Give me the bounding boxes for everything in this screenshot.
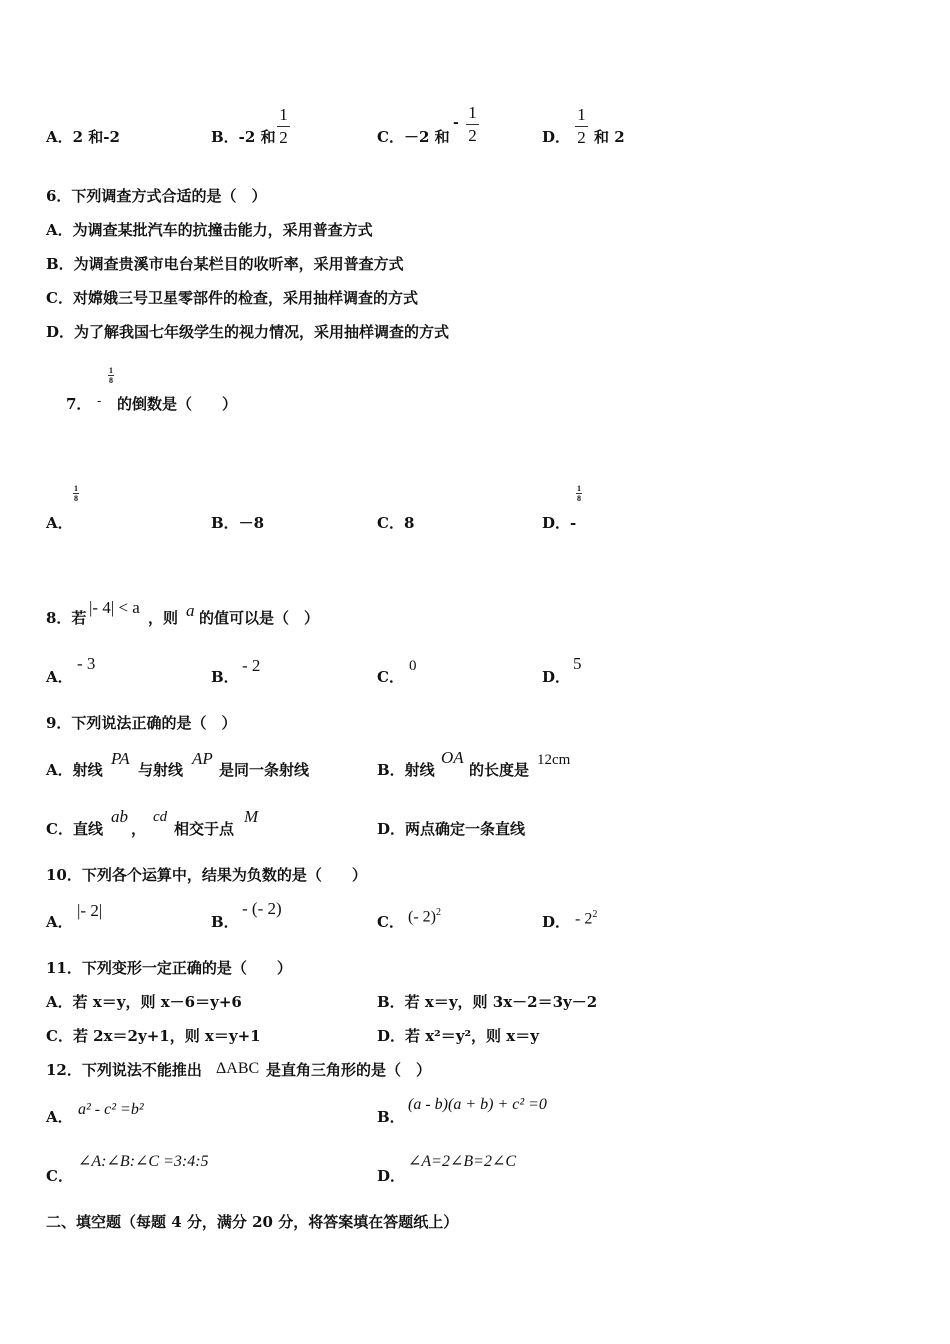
q7-option-c: C．8 [377,514,415,532]
q12-option-d-label: D． [377,1167,406,1185]
q7-sign: - [97,394,102,409]
q12-option-c-label: C． [46,1167,73,1185]
q9-line-ab: ab [111,807,128,826]
q8-variable-a: a [186,601,195,620]
q12-option-b-label: B． [377,1108,405,1126]
q6-option-b: B．为调查贵溪市电台某栏目的收听率，采用普查方式 [46,255,404,273]
q9-stem: 9．下列说法正确的是（ ） [46,714,237,732]
q10-option-a-value: |- 2| [77,901,103,920]
q6-option-a: A．为调查某批汽车的抗撞击能力，采用普查方式 [46,221,373,239]
q12-triangle: ΔABC [216,1060,260,1077]
q10-option-b-value: - (- 2) [242,899,282,918]
q5-option-d-fraction [575,106,588,147]
fraction-numerator: 1 [577,484,581,493]
q8-option-b-value: - 2 [242,656,261,675]
section-2-heading: 二、填空题（每题 4 分，满分 20 分，将答案填在答题纸上） [46,1213,459,1231]
fraction-denominator: 2 [577,128,586,147]
q7-option-d-fraction [576,484,582,503]
q11-stem: 11．下列变形一定正确的是（ ） [46,959,292,977]
fraction-numerator: 1 [74,484,78,493]
q8-ruo: 8．若 [46,609,87,627]
q9-option-c-comma: ， [131,820,147,838]
q8-option-d-value: 5 [573,654,582,673]
q7-number: 7． [66,395,92,413]
q8-option-a-value: - 3 [77,654,96,673]
q10-option-c-label: C． [377,913,404,931]
q7-option-a-fraction [73,484,79,503]
q6-option-d: D．为了解我国七年级学生的视力情况，采用抽样调查的方式 [46,323,450,341]
q10-option-d-base: - 2 [575,910,593,928]
q9-length-value: 12cm [537,752,571,768]
q5-option-c-sign: - [453,115,459,131]
q12-stem-prefix: 12．下列说法不能推出 [46,1061,202,1079]
q11-option-a: A．若 x＝y，则 x－6＝y+6 [46,993,242,1011]
q12-stem-suffix: 是直角三角形的是（ ） [266,1061,432,1079]
q9-ray-oa: OA [441,748,464,767]
q8-rest: 的值可以是（ ） [199,609,320,627]
q10-option-c-exponent: 2 [435,907,441,918]
fraction-denominator: 8 [577,494,581,503]
q9-point-m: M [244,807,259,826]
fraction-numerator: 1 [468,103,477,122]
q9-option-b-mid: 的长度是 [469,761,530,779]
q8-option-b-label: B． [211,668,239,686]
q12-option-a-value: a² - c² =b² [78,1101,144,1118]
q8-option-c-value: 0 [409,658,417,674]
fraction-numerator: 1 [279,105,288,124]
q6-stem: 6．下列调查方式合适的是（ ） [46,187,267,205]
q8-option-c-label: C． [377,668,404,686]
q7-stem: 的倒数是（ ） [117,395,238,413]
q11-option-b: B．若 x＝y，则 3x－2＝3y－2 [377,993,598,1011]
q10-option-d-label: D． [542,913,571,931]
fraction-denominator: 8 [74,494,78,503]
q7-option-b: B．－8 [211,514,265,532]
q5-option-b-fraction [277,106,290,147]
q9-option-a-prefix: A．射线 [46,761,103,779]
q10-option-d-value [575,905,597,929]
q9-ray-pa: PA [111,749,130,768]
fraction-denominator: 8 [109,376,113,385]
q9-option-d: D．两点确定一条直线 [377,820,526,838]
fraction-numerator: 1 [109,366,113,375]
q12-option-b-value: (a - b)(a + b) + c² =0 [408,1096,547,1113]
q5-option-b-label: B．-2 和 [211,128,276,146]
q10-option-c-value [408,903,441,927]
q10-option-b-label: B． [211,913,239,931]
fraction-bar [466,124,479,125]
fraction-denominator: 2 [279,128,288,147]
q8-condition: |- 4| < a [89,598,140,617]
fraction-numerator: 1 [577,105,586,124]
q11-option-c: C．若 2x＝2y+1，则 x＝y+1 [46,1027,261,1045]
q9-option-c-prefix: C．直线 [46,820,103,838]
q8-option-d-label: D． [542,668,571,686]
q10-option-d-exponent: 2 [592,909,598,920]
q8-ze: ，则 [148,609,179,627]
fraction-bar [277,126,290,127]
q5-option-a: A．2 和-2 [46,128,120,146]
fraction-bar [575,126,588,127]
q12-option-a-label: A． [46,1108,73,1126]
q5-option-c-fraction [466,104,479,145]
q9-option-a-mid: 与射线 [138,761,184,779]
q9-ray-ap: AP [192,749,213,768]
q5-option-d-label: D． [542,128,571,146]
q9-option-b-prefix: B．射线 [377,761,435,779]
q9-option-c-mid: 相交于点 [174,820,235,838]
q7-option-a: A． [46,514,73,532]
q12-option-c-value: ∠A:∠B:∠C =3:4:5 [78,1153,209,1170]
fraction-denominator: 2 [468,126,477,145]
q12-option-d-value: ∠A=2∠B=2∠C [408,1153,517,1170]
q7-option-d: D．- [542,514,577,532]
q10-stem: 10．下列各个运算中，结果为负数的是（ ） [46,866,367,884]
q7-tiny-fraction [108,366,114,385]
q5-option-d-suffix: 和 2 [594,128,625,146]
q10-option-c-base: (- 2) [408,908,436,926]
q8-option-a-label: A． [46,668,73,686]
q10-option-a-label: A． [46,913,73,931]
q9-line-cd: cd [153,809,168,825]
q6-option-c: C．对嫦娥三号卫星零部件的检查，采用抽样调查的方式 [46,289,418,307]
q5-option-c-label: C．－2 和 [377,128,450,146]
q9-option-a-suffix: 是同一条射线 [219,761,310,779]
q11-option-d: D．若 x²＝y²，则 x＝y [377,1027,539,1045]
